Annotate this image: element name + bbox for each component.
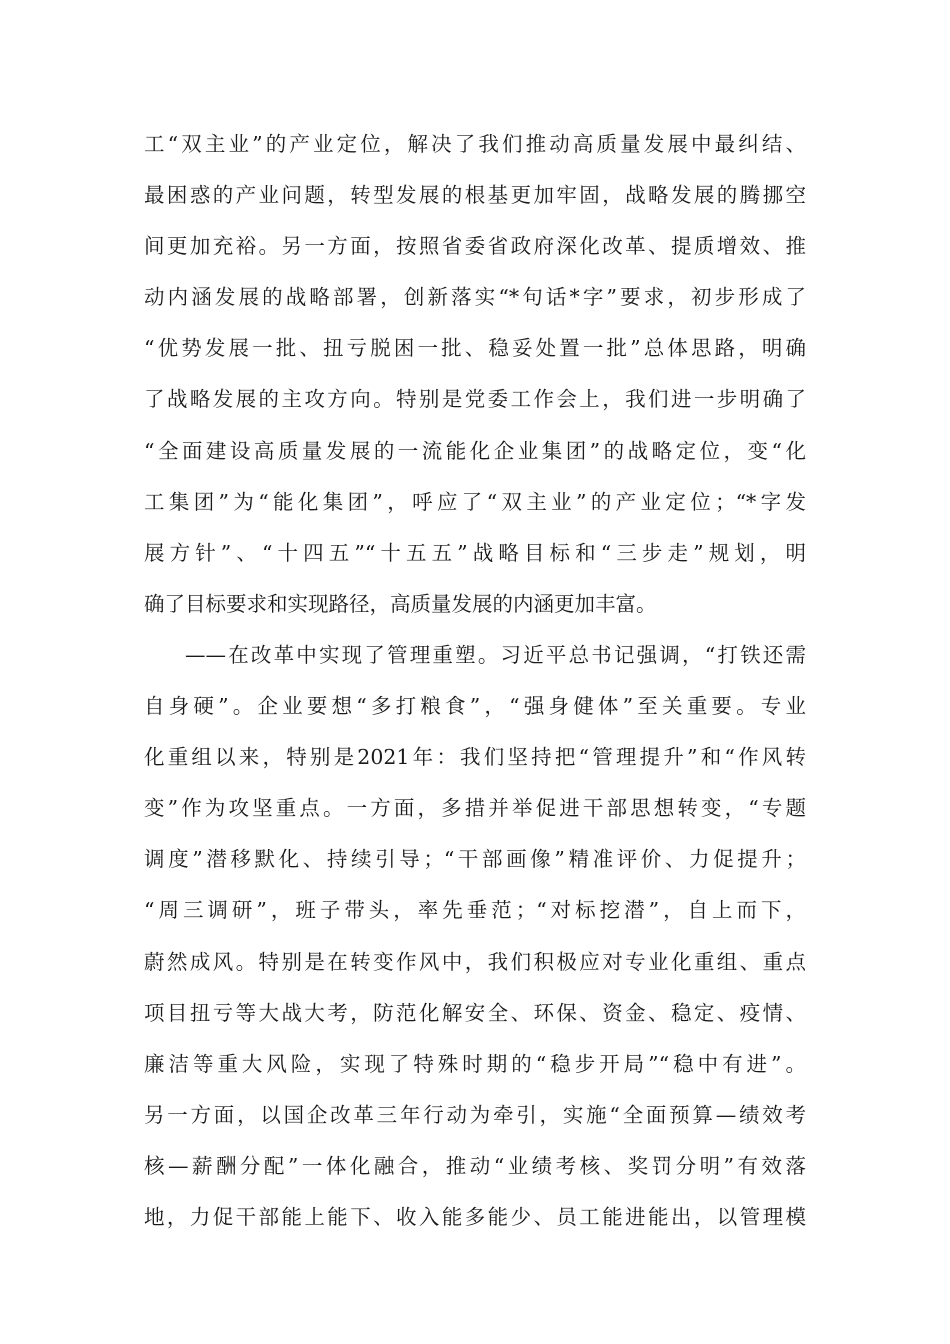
body-text — [144, 130, 806, 1254]
text-line: “周三调研”，班子带头，率先垂范；“对标挖潜”，自上而下， — [144, 898, 806, 923]
text-line: 廉洁等重大风险，实现了特殊时期的“稳步开局”“稳中有进”。 — [144, 1051, 806, 1076]
text-line: 调度”潜移默化、持续引导；“干部画像”精准评价、力促提升； — [144, 847, 806, 872]
text-line: 蔚然成风。特别是在转变作风中，我们积极应对专业化重组、重点 — [144, 949, 806, 974]
text-line: “优势发展一批、扭亏脱困一批、稳妥处置一批”总体思路，明确 — [144, 336, 806, 361]
text-line: 地，力促干部能上能下、收入能多能少、员工能进能出，以管理模 — [144, 1204, 806, 1229]
text-line: 变”作为攻坚重点。一方面，多措并举促进干部思想转变，“专题 — [144, 796, 806, 821]
text-line: 最困惑的产业问题，转型发展的根基更加牢固，战略发展的腾挪空 — [144, 183, 806, 208]
text-line: 展方针”、“十四五”“十五五”战略目标和“三步走”规划，明 — [144, 540, 806, 565]
paragraph-start-line: ——在改革中实现了管理重塑。习近平总书记强调，“打铁还需 — [185, 642, 806, 667]
text-line: 了战略发展的主攻方向。特别是党委工作会上，我们进一步明确了 — [144, 387, 806, 412]
text-line: 另一方面，以国企改革三年行动为牵引，实施“全面预算—绩效考 — [144, 1102, 806, 1127]
text-line: 工集团”为“能化集团”，呼应了“双主业”的产业定位；“*字发 — [144, 489, 806, 514]
text-line: 核—薪酬分配”一体化融合，推动“业绩考核、奖罚分明”有效落 — [144, 1153, 806, 1178]
text-line: 动内涵发展的战略部署，创新落实“*句话*字”要求，初步形成了 — [144, 285, 806, 310]
text-line: “全面建设高质量发展的一流能化企业集团”的战略定位，变“化 — [144, 438, 806, 463]
text-line: 化重组以来，特别是2021年：我们坚持把“管理提升”和“作风转 — [144, 745, 806, 770]
paragraph-end-line: 确了目标要求和实现路径，高质量发展的内涵更加丰富。 — [144, 591, 657, 616]
text-line: 自身硬”。企业要想“多打粮食”，“强身健体”至关重要。专业 — [144, 694, 806, 719]
text-line: 项目扭亏等大战大考，防范化解安全、环保、资金、稳定、疫情、 — [144, 1000, 806, 1025]
text-line: 工“双主业”的产业定位，解决了我们推动高质量发展中最纠结、 — [144, 132, 806, 156]
text-line: 间更加充裕。另一方面，按照省委省政府深化改革、提质增效、推 — [144, 234, 806, 259]
